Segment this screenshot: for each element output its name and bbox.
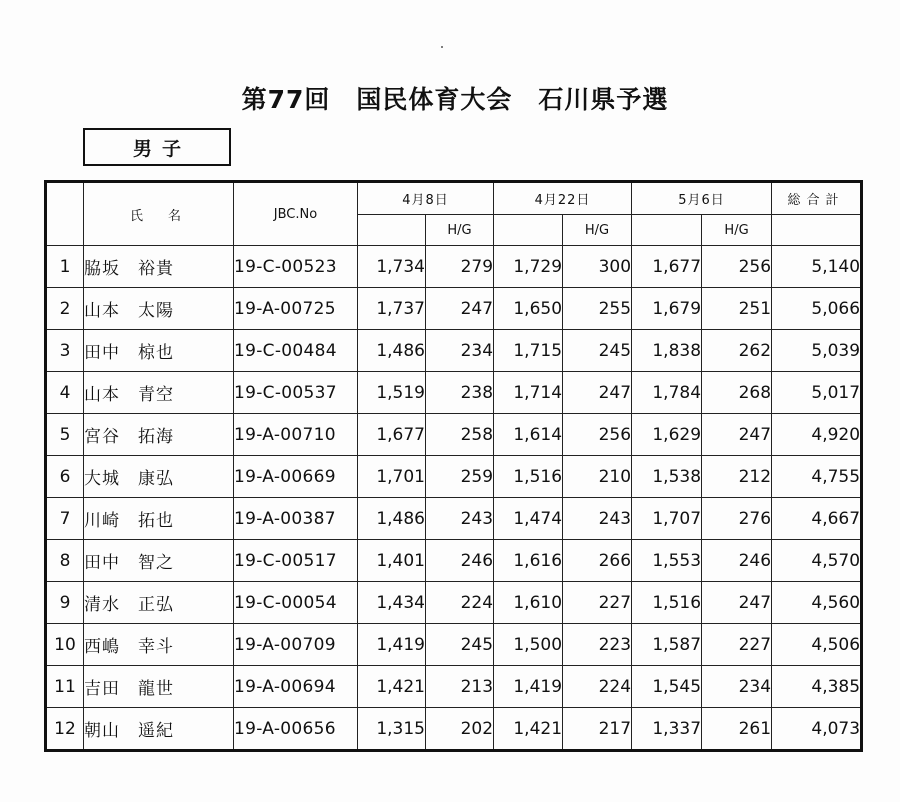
- jbc-number-cell: 19-C-00523: [234, 246, 358, 288]
- score-subheader-3: [632, 215, 702, 246]
- table-row: [46, 540, 862, 582]
- date-header-3: 5月6日: [632, 182, 772, 215]
- day3-high-game-cell: 246: [702, 540, 772, 582]
- day3-high-game-cell: 247: [702, 414, 772, 456]
- day1-high-game-cell: 258: [426, 414, 494, 456]
- results-table: [44, 180, 863, 752]
- day3-high-game-cell: 276: [702, 498, 772, 540]
- day3-score-cell: 1,679: [632, 288, 702, 330]
- table-row: [46, 708, 862, 751]
- total-score-cell: 5,017: [772, 372, 862, 414]
- day1-score-cell: 1,419: [358, 624, 426, 666]
- day1-score-cell: 1,486: [358, 330, 426, 372]
- day3-score-cell: 1,587: [632, 624, 702, 666]
- day2-high-game-cell: 245: [563, 330, 632, 372]
- day3-score-cell: 1,553: [632, 540, 702, 582]
- score-subheader-1: [358, 215, 426, 246]
- day2-score-cell: 1,474: [494, 498, 563, 540]
- day2-high-game-cell: 217: [563, 708, 632, 751]
- rank-cell: 6: [46, 456, 84, 498]
- day1-high-game-cell: 224: [426, 582, 494, 624]
- day3-score-cell: 1,707: [632, 498, 702, 540]
- table-row: [46, 330, 862, 372]
- stray-dot: [441, 46, 443, 48]
- player-name-cell: 朝山 遥紀: [84, 708, 234, 751]
- table-row: [46, 372, 862, 414]
- score-subheader-2: [494, 215, 563, 246]
- player-name-cell: 脇坂 裕貴: [84, 246, 234, 288]
- rank-cell: 7: [46, 498, 84, 540]
- table-row: [46, 666, 862, 708]
- rank-header: [46, 182, 84, 246]
- day3-score-cell: 1,538: [632, 456, 702, 498]
- day2-score-cell: 1,500: [494, 624, 563, 666]
- table-row: [46, 582, 862, 624]
- jbc-number-cell: 19-C-00517: [234, 540, 358, 582]
- player-name-cell: 宮谷 拓海: [84, 414, 234, 456]
- day2-score-cell: 1,650: [494, 288, 563, 330]
- page-title: 第77回 国民体育大会 石川県予選: [241, 85, 669, 114]
- table-row: [46, 624, 862, 666]
- day3-high-game-cell: 251: [702, 288, 772, 330]
- day3-score-cell: 1,337: [632, 708, 702, 751]
- player-name-cell: 大城 康弘: [84, 456, 234, 498]
- day1-high-game-cell: 243: [426, 498, 494, 540]
- day2-score-cell: 1,714: [494, 372, 563, 414]
- total-score-cell: 4,920: [772, 414, 862, 456]
- total-score-cell: 4,667: [772, 498, 862, 540]
- day1-score-cell: 1,401: [358, 540, 426, 582]
- jbc-number-cell: 19-A-00709: [234, 624, 358, 666]
- total-subheader: [772, 215, 862, 246]
- day1-high-game-cell: 259: [426, 456, 494, 498]
- day3-high-game-cell: 234: [702, 666, 772, 708]
- day2-high-game-cell: 210: [563, 456, 632, 498]
- player-name-cell: 田中 智之: [84, 540, 234, 582]
- jbc-number-cell: 19-A-00725: [234, 288, 358, 330]
- day3-high-game-cell: 227: [702, 624, 772, 666]
- day1-score-cell: 1,434: [358, 582, 426, 624]
- jbc-number-cell: 19-A-00387: [234, 498, 358, 540]
- jbc-header: JBC.No: [234, 182, 358, 246]
- table-row: [46, 288, 862, 330]
- day1-score-cell: 1,737: [358, 288, 426, 330]
- hg-subheader-3: H/G: [702, 215, 772, 246]
- day3-high-game-cell: 212: [702, 456, 772, 498]
- player-name-cell: 吉田 龍世: [84, 666, 234, 708]
- rank-cell: 5: [46, 414, 84, 456]
- category-label: 男子: [83, 128, 231, 166]
- day3-high-game-cell: 247: [702, 582, 772, 624]
- day1-score-cell: 1,315: [358, 708, 426, 751]
- jbc-number-cell: 19-A-00669: [234, 456, 358, 498]
- day1-high-game-cell: 238: [426, 372, 494, 414]
- day2-score-cell: 1,614: [494, 414, 563, 456]
- day2-high-game-cell: 227: [563, 582, 632, 624]
- day2-score-cell: 1,421: [494, 708, 563, 751]
- total-score-cell: 5,140: [772, 246, 862, 288]
- total-score-cell: 4,570: [772, 540, 862, 582]
- day1-high-game-cell: 234: [426, 330, 494, 372]
- table-row: [46, 498, 862, 540]
- day1-score-cell: 1,701: [358, 456, 426, 498]
- day2-score-cell: 1,715: [494, 330, 563, 372]
- day2-score-cell: 1,516: [494, 456, 563, 498]
- day1-high-game-cell: 202: [426, 708, 494, 751]
- rank-cell: 4: [46, 372, 84, 414]
- hg-subheader-1: H/G: [426, 215, 494, 246]
- jbc-number-cell: 19-A-00694: [234, 666, 358, 708]
- jbc-number-cell: 19-C-00054: [234, 582, 358, 624]
- day1-score-cell: 1,519: [358, 372, 426, 414]
- rank-cell: 10: [46, 624, 84, 666]
- day2-high-game-cell: 256: [563, 414, 632, 456]
- day2-high-game-cell: 223: [563, 624, 632, 666]
- player-name-cell: 山本 青空: [84, 372, 234, 414]
- day2-high-game-cell: 243: [563, 498, 632, 540]
- rank-cell: 1: [46, 246, 84, 288]
- player-name-cell: 山本 太陽: [84, 288, 234, 330]
- day3-score-cell: 1,545: [632, 666, 702, 708]
- total-score-cell: 4,560: [772, 582, 862, 624]
- jbc-number-cell: 19-C-00537: [234, 372, 358, 414]
- rank-cell: 11: [46, 666, 84, 708]
- total-score-cell: 5,066: [772, 288, 862, 330]
- table-row: [46, 456, 862, 498]
- day1-high-game-cell: 246: [426, 540, 494, 582]
- total-header: 総合計: [772, 182, 862, 215]
- day3-high-game-cell: 256: [702, 246, 772, 288]
- day2-score-cell: 1,419: [494, 666, 563, 708]
- day2-score-cell: 1,610: [494, 582, 563, 624]
- day3-score-cell: 1,516: [632, 582, 702, 624]
- day2-high-game-cell: 255: [563, 288, 632, 330]
- player-name-cell: 田中 椋也: [84, 330, 234, 372]
- total-score-cell: 4,385: [772, 666, 862, 708]
- day3-high-game-cell: 262: [702, 330, 772, 372]
- day1-high-game-cell: 247: [426, 288, 494, 330]
- total-score-cell: 4,755: [772, 456, 862, 498]
- date-header-2: 4月22日: [494, 182, 632, 215]
- day1-high-game-cell: 213: [426, 666, 494, 708]
- header-row-top: [46, 182, 862, 215]
- name-header: 氏 名: [84, 182, 234, 246]
- day3-high-game-cell: 268: [702, 372, 772, 414]
- day2-high-game-cell: 224: [563, 666, 632, 708]
- day3-score-cell: 1,677: [632, 246, 702, 288]
- rank-cell: 2: [46, 288, 84, 330]
- day3-score-cell: 1,838: [632, 330, 702, 372]
- rank-cell: 9: [46, 582, 84, 624]
- day1-high-game-cell: 245: [426, 624, 494, 666]
- day2-high-game-cell: 300: [563, 246, 632, 288]
- player-name-cell: 川崎 拓也: [84, 498, 234, 540]
- rank-cell: 8: [46, 540, 84, 582]
- table-row: [46, 246, 862, 288]
- results-body: [46, 246, 862, 751]
- day3-score-cell: 1,784: [632, 372, 702, 414]
- player-name-cell: 西嶋 幸斗: [84, 624, 234, 666]
- day1-score-cell: 1,486: [358, 498, 426, 540]
- day2-score-cell: 1,616: [494, 540, 563, 582]
- day1-high-game-cell: 279: [426, 246, 494, 288]
- total-score-cell: 5,039: [772, 330, 862, 372]
- day2-score-cell: 1,729: [494, 246, 563, 288]
- day2-high-game-cell: 266: [563, 540, 632, 582]
- date-header-1: 4月8日: [358, 182, 494, 215]
- day3-score-cell: 1,629: [632, 414, 702, 456]
- player-name-cell: 清水 正弘: [84, 582, 234, 624]
- total-score-cell: 4,073: [772, 708, 862, 751]
- jbc-number-cell: 19-C-00484: [234, 330, 358, 372]
- hg-subheader-2: H/G: [563, 215, 632, 246]
- total-score-cell: 4,506: [772, 624, 862, 666]
- day1-score-cell: 1,421: [358, 666, 426, 708]
- day1-score-cell: 1,734: [358, 246, 426, 288]
- jbc-number-cell: 19-A-00710: [234, 414, 358, 456]
- jbc-number-cell: 19-A-00656: [234, 708, 358, 751]
- rank-cell: 12: [46, 708, 84, 751]
- day2-high-game-cell: 247: [563, 372, 632, 414]
- table-row: [46, 414, 862, 456]
- rank-cell: 3: [46, 330, 84, 372]
- day3-high-game-cell: 261: [702, 708, 772, 751]
- day1-score-cell: 1,677: [358, 414, 426, 456]
